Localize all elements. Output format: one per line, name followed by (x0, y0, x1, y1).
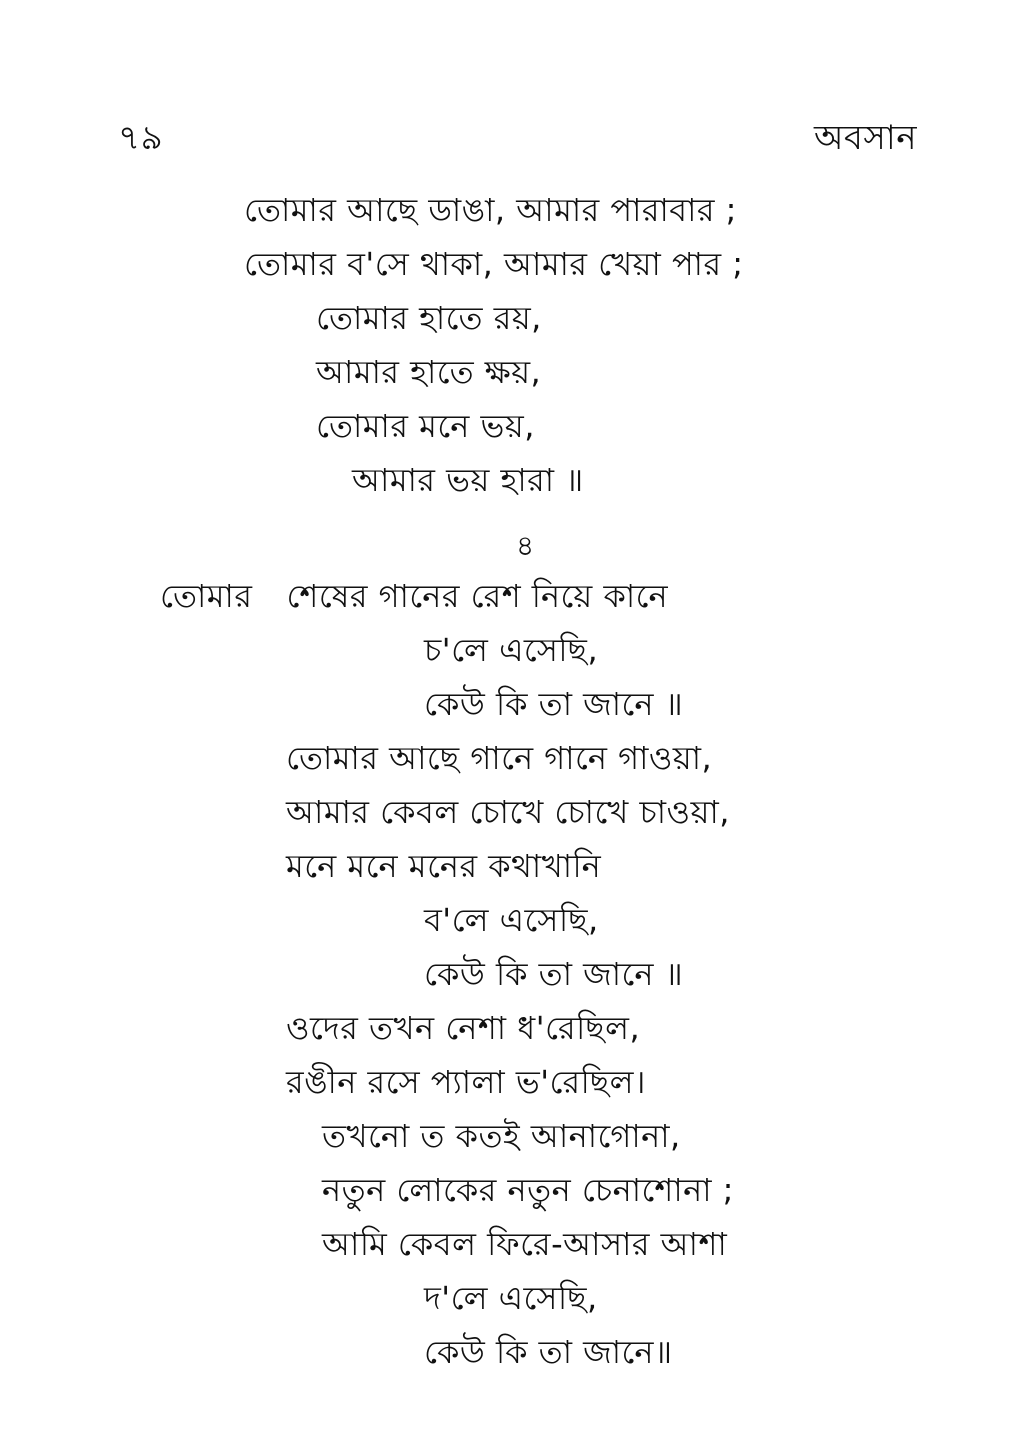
verse-line: নতুন লোকের নতুন চেনাশোনা ; (322, 1171, 734, 1209)
verse-line: ওদের তখন নেশা ধ'রেছিল, (286, 1009, 641, 1047)
verse-line: আমার ভয় হারা ॥ (352, 461, 584, 499)
verse-line: ব'লে এসেছি, (424, 901, 599, 939)
verse-first-word: তোমার (160, 577, 253, 615)
stanza-number: ৪ (516, 529, 535, 562)
verse-line: আমি কেবল ফিরে-আসার আশা (322, 1225, 728, 1263)
verse-line: তোমার ব'সে থাকা, আমার খেয়া পার ; (244, 245, 744, 283)
verse-line: কেউ কি তা জানে॥ (424, 1333, 673, 1371)
verse-line: মনে মনে মনের কথাখানি (286, 847, 602, 885)
verse-line: রঙীন রসে প্যালা ভ'রেছিল। (286, 1063, 646, 1101)
verse-line: তোমার আছে ডাঙা, আমার পারাবার ; (244, 191, 737, 229)
verse-line: তখনো ত কতই আনাগোনা, (322, 1117, 681, 1155)
verse-line: কেউ কি তা জানে ॥ (424, 685, 684, 723)
running-title: অবসান (814, 118, 917, 158)
verse-line (160, 576, 668, 616)
verse-line: কেউ কি তা জানে ॥ (424, 955, 684, 993)
verse-line: চ'লে এসেছি, (424, 631, 599, 669)
verse-line-text: শেষের গানের রেশ নিয়ে কানে (286, 577, 669, 615)
page-number: ৭৯ (118, 118, 164, 158)
verse-line: তোমার হাতে রয়, (316, 299, 542, 337)
verse-line: আমার হাতে ক্ষয়, (316, 353, 542, 391)
verse-line: তোমার মনে ভয়, (316, 407, 535, 445)
verse-line: আমার কেবল চোখে চোখে চাওয়া, (286, 793, 730, 831)
verse-line: তোমার আছে গানে গানে গাওয়া, (286, 739, 713, 777)
verse-line: দ'লে এসেছি, (424, 1279, 598, 1317)
